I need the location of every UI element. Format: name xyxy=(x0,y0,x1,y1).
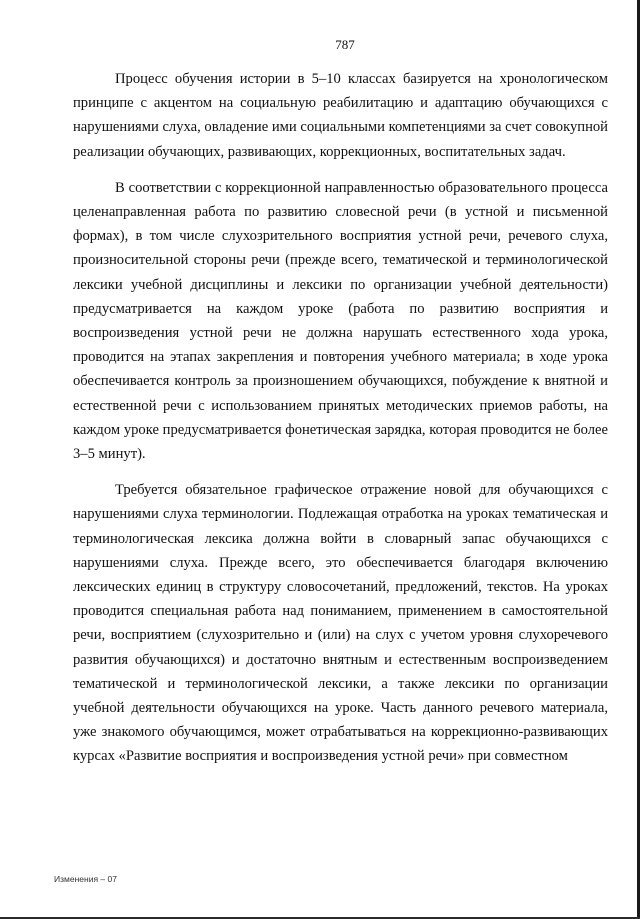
paragraph-speech-development: В соответствии с коррекционной направленностью образовательного процесса целенаправленная работа по развитию словесной речи (в устной и письменной формах), в том числе слухозрительного восприятия устной речи, речевого слуха, произносительной стороны речи (прежде всего, тематической и терминологической лексики учебной дисциплины и лексики по организации учебной деятельности) предусматривается на каждом уроке (работа по развитию восприятия и воспроизведения устной речи не должна нарушать естественного хода урока, проводится на этапах закрепления и повторения учебного материала; в ходе урока обеспечивается контроль за произношением обучающихся, побуждение к внятной и естественной речи с использованием принятых методических приемов работы, на каждом уроке предусматривается фонетическая зарядка, которая проводится не более 3–5 минут). xyxy=(73,179,608,463)
paragraph-terminology: Требуется обязательное графическое отражение новой для обучающихся с нарушениями слуха терминологии. Подлежащая отработка на уроках тематическая и терминологическая лексика должна войти в словарный запас обучающихся с нарушениями слуха. Прежде всего, это обеспечивается благодаря включению лексических единиц в структуру словосочетаний, предложений, текстов. На уроках проводится специальная работа над пониманием, применением в самостоятельной речи, восприятием (слухозрительно и (или) на слух с учетом уровня слухоречевого развития обучающихся) и достаточно внятным и естественным воспроизведением тематической и терминологической лексики, а также лексики по организации учебной деятельности обучающихся на уроке. Часть данного речевого материала, уже знакомого обучающимся, может отрабатываться на коррекционно-развивающих курсах «Развитие восприятия и воспроизведения устной речи» при совместном xyxy=(73,482,608,765)
body-text xyxy=(73,67,608,769)
paragraph-history-process: Процесс обучения истории в 5–10 классах базируется на хронологическом принципе с акцентом на социальную реабилитацию и адаптацию обучающихся с нарушениями слуха, овладение ими социальными компетенциями за счет совокупной реализации обучающих, развивающих, коррекционных, воспитательных задач. xyxy=(73,71,608,160)
footer-revision-note: Изменения – 07 xyxy=(54,874,117,884)
page-number: 787 xyxy=(335,37,355,52)
